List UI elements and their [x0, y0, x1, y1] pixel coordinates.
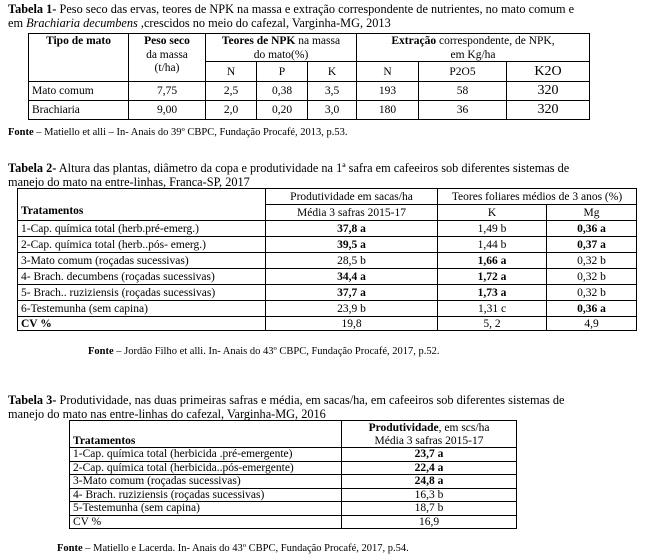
- table1-source-label: Fonte: [8, 127, 34, 138]
- header-teores-rest: na massa: [295, 35, 341, 48]
- header-extracao-bold: Extração: [391, 35, 437, 48]
- table1: [28, 33, 590, 120]
- header-produtividade-bold: Produtividade: [368, 421, 439, 434]
- cell-tratamento: 6-Testemunha (sem capina): [18, 301, 266, 317]
- subheader-k: K: [308, 62, 357, 82]
- cell-produtividade: 34,4 a: [266, 269, 438, 285]
- cell-tratamento: 4- Brach. decumbens (roçadas sucessivas): [18, 269, 266, 285]
- header-media: Média 3 safras 2015-17: [342, 435, 517, 448]
- cell-produtividade: 16,9: [342, 515, 517, 529]
- header-peso: Peso seco: [129, 34, 206, 49]
- cell-mg: 0,37 a: [547, 237, 637, 253]
- table3-source: [57, 543, 409, 555]
- table-row: [70, 461, 517, 475]
- header-trat-blank: [18, 189, 266, 205]
- table2: [17, 188, 637, 331]
- table2-source-label: Fonte: [88, 346, 114, 357]
- cell-produtividade: 23,9 b: [266, 301, 438, 317]
- table-row: [70, 475, 517, 489]
- cell-k: 1,73 a: [438, 285, 547, 301]
- table3-caption: [8, 393, 648, 407]
- table-row: [18, 285, 637, 301]
- cell-mg: 0,32 b: [547, 269, 637, 285]
- subheader-extr-n: N: [357, 62, 419, 82]
- table-row: [18, 253, 637, 269]
- cell-tipo: Brachiaria: [29, 101, 129, 120]
- cell-n: 2,5: [206, 82, 257, 101]
- table-row: [18, 269, 637, 285]
- table2-caption-line1: Altura das plantas, diâmetro da copa e produtividade na 1ª safra em cafeeiros sob diferentes sistemas de: [56, 161, 570, 175]
- cell-extr-k: 320: [507, 101, 590, 120]
- cell-k: 1,49 b: [438, 221, 547, 237]
- header-tratamentos: Tratamentos: [18, 205, 266, 221]
- cv-k: 5, 2: [438, 317, 547, 331]
- subheader-extr-p2o5: P2O5: [419, 62, 507, 82]
- cell-k: 1,66 a: [438, 253, 547, 269]
- table1-caption-second-line: [8, 16, 391, 30]
- cell-k: 1,72 a: [438, 269, 547, 285]
- table1-caption: [8, 2, 648, 16]
- cell-peso: 7,75: [129, 82, 206, 101]
- header-tratamentos: Tratamentos: [70, 435, 342, 448]
- cell-tratamento: 5-Testemunha (sem capina): [70, 502, 342, 516]
- subheader-p: P: [257, 62, 308, 82]
- table1-caption-line2b: ,crescidos no meio do cafezal, Varginha-MG, 2013: [137, 16, 391, 30]
- cell-tratamento: 2-Cap. química total (herb..pós- emerg.): [18, 237, 266, 253]
- header-tipo-blank: [29, 49, 129, 62]
- table-row: [29, 82, 590, 101]
- header-trat-blank: [70, 421, 342, 435]
- table2-source-text: – Jordão Filho et alli. In- Anais do 43º CBPC, Fundação Procafé, 2017, p.52.: [113, 346, 440, 357]
- header-k: K: [438, 205, 547, 221]
- cell-k: 1,31 c: [438, 301, 547, 317]
- cell-tratamento: 3-Mato comum (roçadas sucessivas): [18, 253, 266, 269]
- species-name: Brachiaria decumbens: [26, 16, 138, 30]
- header-produtividade: [342, 421, 517, 435]
- header-media: Média 3 safras 2015-17: [266, 205, 438, 221]
- table1-caption-line1: Peso seco das ervas, teores de NPK na massa e extração correspondente de nutrientes, no mato comum e: [56, 2, 575, 16]
- table1-label: Tabela 1-: [8, 2, 57, 16]
- cell-extr-k: 320: [507, 82, 590, 101]
- cell-produtividade: 18,7 b: [342, 502, 517, 516]
- table-row: [18, 221, 637, 237]
- subheader-extr-k2o: K2O: [507, 62, 590, 82]
- cell-mg: 0,36 a: [547, 301, 637, 317]
- cell-tratamento: 1-Cap. química total (herbicida .pré-emergente): [70, 448, 342, 462]
- header-extracao: [357, 34, 590, 49]
- header-teores-foliares: Teores foliares médios de 3 anos (%): [438, 189, 637, 205]
- cell-mg: 0,32 b: [547, 285, 637, 301]
- cv-row: [18, 317, 637, 331]
- cell-extr-p: 58: [419, 82, 507, 101]
- cell-produtividade: 24,8 a: [342, 475, 517, 489]
- header-produtividade-rest: , em scs/ha: [438, 421, 490, 434]
- header-peso-unit: (t/ha): [129, 62, 206, 82]
- cell-tipo: Mato comum: [29, 82, 129, 101]
- cv-label: CV %: [18, 317, 266, 331]
- table3-source-label: Fonte: [57, 543, 83, 554]
- cell-k: 1,44 b: [438, 237, 547, 253]
- cell-produtividade: 39,5 a: [266, 237, 438, 253]
- cell-extr-n: 193: [357, 82, 419, 101]
- cell-n: 2,0: [206, 101, 257, 120]
- cell-tratamento: 3-Mato comum (roçadas sucessivas): [70, 475, 342, 489]
- table3-label: Tabela 3-: [8, 393, 57, 407]
- subheader-n: N: [206, 62, 257, 82]
- table1-source: [8, 127, 348, 139]
- table-row: [70, 515, 517, 529]
- cell-mg: 0,32 b: [547, 253, 637, 269]
- table-row: [70, 488, 517, 502]
- cell-mg: 0,36 a: [547, 221, 637, 237]
- cell-extr-p: 36: [419, 101, 507, 120]
- cell-k: 3,0: [308, 101, 357, 120]
- table3-caption-line1: Produtividade, nas duas primeiras safras e média, em sacas/ha, em cafeeiros sob diferentes sistemas de: [56, 393, 565, 407]
- cell-tratamento: 2-Cap. química total (herbicida..pós-emergente): [70, 461, 342, 475]
- table2-caption-line2: manejo do mato na entre-linhas, Franca-SP, 2017: [8, 175, 250, 189]
- cell-peso: 9,00: [129, 101, 206, 120]
- cell-extr-n: 180: [357, 101, 419, 120]
- header-tipo: Tipo de mato: [29, 34, 129, 49]
- table-row: [18, 301, 637, 317]
- cell-tratamento: 4- Brach. ruziziensis (roçadas sucessivas): [70, 488, 342, 502]
- cell-produtividade: 28,5 b: [266, 253, 438, 269]
- cell-produtividade: 16,3 b: [342, 488, 517, 502]
- table3-caption-line2: manejo do mato nas entre-linhas do cafezal, Varginha-MG, 2016: [8, 407, 326, 421]
- table2-label: Tabela 2-: [8, 161, 57, 175]
- header-teores-line2: do mato(%): [206, 49, 357, 62]
- table-row: [18, 237, 637, 253]
- table-row: [29, 101, 590, 120]
- table3-source-text: – Matiello e Lacerda. In- Anais do 43º CBPC, Fundação Procafé, 2017, p.54.: [82, 543, 409, 554]
- table1-source-text: – Matiello et alli – In- Anais do 39º CBPC, Fundação Procafé, 2013, p.53.: [33, 127, 348, 138]
- table2-source: [88, 346, 439, 358]
- table-row: [70, 502, 517, 516]
- cell-produtividade: 22,4 a: [342, 461, 517, 475]
- header-tipo-blank2: [29, 62, 129, 82]
- cell-produtividade: 37,7 a: [266, 285, 438, 301]
- cell-produtividade: 23,7 a: [342, 448, 517, 462]
- cv-prod: 19,8: [266, 317, 438, 331]
- header-mg: Mg: [547, 205, 637, 221]
- header-extracao-rest: correspondente, de NPK,: [436, 35, 555, 48]
- header-produtividade: Produtividade em sacas/ha: [266, 189, 438, 205]
- cell-tratamento: CV %: [70, 515, 342, 529]
- cell-tratamento: 5- Brach.. ruziziensis (roçadas sucessivas): [18, 285, 266, 301]
- cell-tratamento: 1-Cap. química total (herb.pré-emerg.): [18, 221, 266, 237]
- table2-caption: [8, 161, 648, 175]
- header-peso-line2: da massa: [129, 49, 206, 62]
- cell-produtividade: 37,8 a: [266, 221, 438, 237]
- table-row: [70, 448, 517, 462]
- header-extracao-line2: em Kg/ha: [357, 49, 590, 62]
- header-teores: [206, 34, 357, 49]
- cell-p: 0,20: [257, 101, 308, 120]
- cv-mg: 4,9: [547, 317, 637, 331]
- table3: [69, 420, 517, 529]
- header-teores-bold: Teores de NPK: [221, 35, 296, 48]
- table1-caption-line2a: em: [8, 16, 27, 30]
- cell-k: 3,5: [308, 82, 357, 101]
- cell-p: 0,38: [257, 82, 308, 101]
